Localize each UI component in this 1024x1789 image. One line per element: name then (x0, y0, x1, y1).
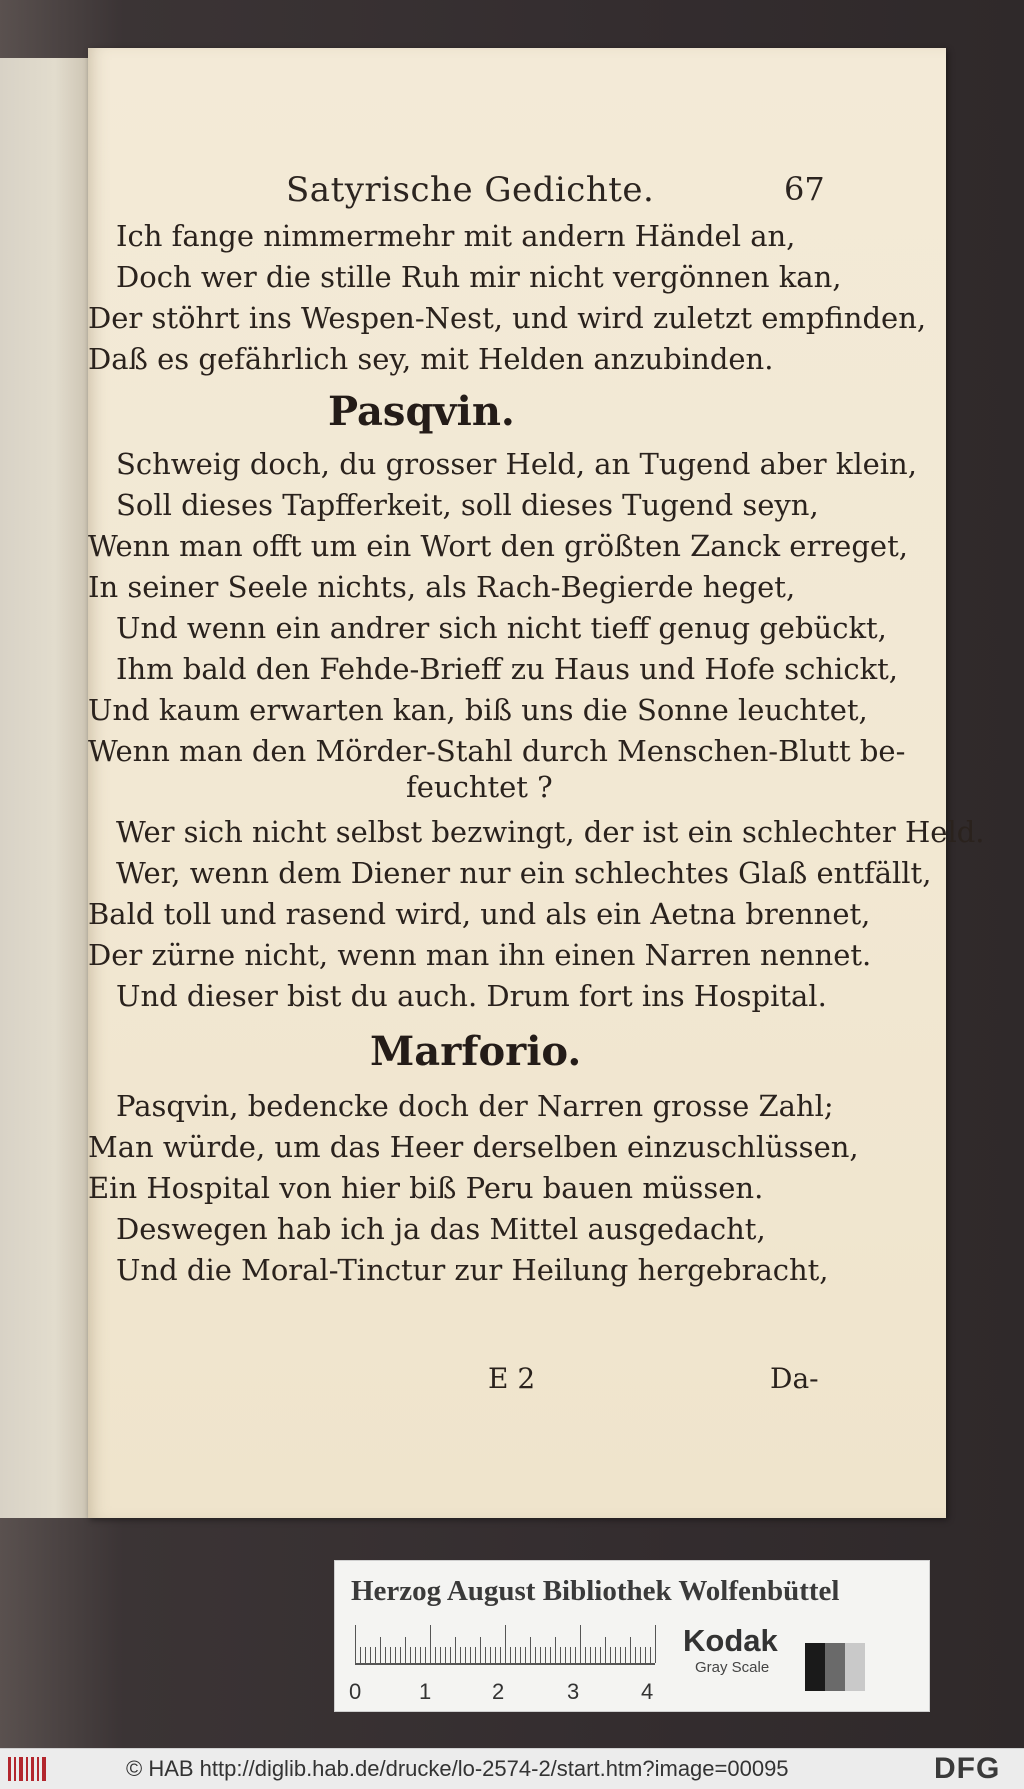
scale-tick (395, 1647, 396, 1663)
text-line: feuchtet ? (406, 770, 553, 804)
scale-tick (360, 1647, 361, 1663)
scale-tick (550, 1647, 551, 1663)
scale-tick (630, 1637, 631, 1663)
text-line: Deswegen hab ich ja das Mittel ausgedacht, (116, 1212, 766, 1246)
book-page (88, 48, 985, 1518)
section-heading-pasqvin: Pasqvin. (328, 388, 515, 435)
gray-swatch-mid (825, 1643, 845, 1691)
text-line: Ihm bald den Fehde-Brieff zu Haus und Hofe schickt, (116, 652, 899, 686)
scale-tick (540, 1647, 541, 1663)
text-line: Soll dieses Tapfferkeit, soll dieses Tugend seyn, (116, 488, 819, 522)
scale-tick (605, 1637, 606, 1663)
page-header (88, 170, 946, 220)
scale-tick (520, 1647, 521, 1663)
scale-tick (365, 1647, 366, 1663)
gray-scale-label: Gray Scale (695, 1659, 770, 1676)
scale-tick (530, 1637, 531, 1663)
scale-tick (440, 1647, 441, 1663)
scale-tick (610, 1647, 611, 1663)
scale-tick (655, 1625, 656, 1663)
scale-tick (640, 1647, 641, 1663)
scale-tick (450, 1647, 451, 1663)
scale-tick (420, 1647, 421, 1663)
scale-tick (480, 1637, 481, 1663)
scale-tick (375, 1647, 376, 1663)
footer-bar (0, 1748, 1024, 1789)
text-line: Der stöhrt ins Wespen-Nest, und wird zuletzt empfinden, (88, 301, 927, 335)
text-line: Und wenn ein andrer sich nicht tieff genug gebückt, (116, 611, 887, 645)
scale-tick (620, 1647, 621, 1663)
scale-tick (435, 1647, 436, 1663)
scale-tick (565, 1647, 566, 1663)
scale-tick (555, 1637, 556, 1663)
text-line: Pasqvin, bedencke doch der Narren grosse Zahl; (116, 1089, 834, 1123)
scale-tick (500, 1647, 501, 1663)
text-line: Bald toll und rasend wird, und als ein Aetna brennet, (88, 897, 871, 931)
text-line: Wer, wenn dem Diener nur ein schlechtes Glaß entfällt, (116, 856, 932, 890)
ghost-text (2, 178, 98, 208)
scale-number: 3 (567, 1679, 580, 1704)
page-number: 67 (784, 170, 825, 208)
scale-tick (645, 1647, 646, 1663)
scale-tick (505, 1625, 506, 1663)
color-scale-card (334, 1560, 930, 1712)
scale-tick (475, 1647, 476, 1663)
hab-barcode-icon (6, 1755, 50, 1783)
scale-tick (625, 1647, 626, 1663)
scale-tick (570, 1647, 571, 1663)
scale-tick (380, 1637, 381, 1663)
scale-tick (560, 1647, 561, 1663)
scale-tick (525, 1647, 526, 1663)
scale-tick (465, 1647, 466, 1663)
kodak-logo: Kodak (683, 1623, 778, 1658)
scale-tick (445, 1647, 446, 1663)
scale-tick (600, 1647, 601, 1663)
gray-swatch-black (805, 1643, 825, 1691)
scale-tick (355, 1625, 356, 1663)
signature-mark: E 2 (488, 1362, 536, 1395)
text-line: Wenn man den Mörder-Stahl durch Menschen-Blutt be- (88, 734, 906, 768)
scale-tick (650, 1647, 651, 1663)
scale-tick (410, 1647, 411, 1663)
text-line: Und kaum erwarten kan, biß uns die Sonne leuchtet, (88, 693, 868, 727)
scale-tick (460, 1647, 461, 1663)
scale-tick (615, 1647, 616, 1663)
text-line: Daß es gefährlich sey, mit Helden anzubinden. (88, 342, 774, 376)
scale-tick (510, 1647, 511, 1663)
catchword: Da- (770, 1362, 819, 1395)
scale-tick (535, 1647, 536, 1663)
scale-tick (490, 1647, 491, 1663)
scale-tick (515, 1647, 516, 1663)
scale-tick (545, 1647, 546, 1663)
dfg-logo: DFG (934, 1752, 1001, 1785)
text-line: Wer sich nicht selbst bezwingt, der ist ein schlechter Held. (116, 815, 985, 849)
scale-tick (455, 1637, 456, 1663)
scale-tick (590, 1647, 591, 1663)
scale-tick (400, 1647, 401, 1663)
text-line: Wenn man offt um ein Wort den größten Zanck erreget, (88, 529, 908, 563)
scale-tick (595, 1647, 596, 1663)
text-line: Ein Hospital von hier biß Peru bauen müssen. (88, 1171, 764, 1205)
text-line: Ich fange nimmermehr mit andern Händel an, (116, 219, 796, 253)
previous-page-edge (0, 58, 100, 1518)
scale-tick (415, 1647, 416, 1663)
scale-tick (495, 1647, 496, 1663)
scale-number: 4 (641, 1679, 654, 1704)
text-line: Der zürne nicht, wenn man ihn einen Narren nennet. (88, 938, 872, 972)
scale-number: 2 (492, 1679, 505, 1704)
scale-tick (485, 1647, 486, 1663)
scale-number: 0 (349, 1679, 362, 1704)
scale-tick (580, 1625, 581, 1663)
scale-ruler (355, 1623, 655, 1665)
scale-tick (575, 1647, 576, 1663)
scale-tick (385, 1647, 386, 1663)
scale-tick (585, 1647, 586, 1663)
scale-number: 1 (419, 1679, 432, 1704)
scale-tick (405, 1637, 406, 1663)
scale-tick (370, 1647, 371, 1663)
scale-tick (635, 1647, 636, 1663)
text-line: Und die Moral-Tinctur zur Heilung hergebracht, (116, 1253, 829, 1287)
text-line: Man würde, um das Heer derselben einzuschlüssen, (88, 1130, 859, 1164)
section-heading-marforio: Marforio. (370, 1028, 582, 1075)
source-link[interactable]: © HAB http://diglib.hab.de/drucke/lo-2574-2/start.htm?image=00095 (126, 1756, 789, 1781)
text-line: Doch wer die stille Ruh mir nicht vergönnen kan, (116, 260, 842, 294)
scale-tick (390, 1647, 391, 1663)
running-title: Satyrische Gedichte. (286, 170, 655, 210)
gray-swatch-light (845, 1643, 865, 1691)
scale-tick (470, 1647, 471, 1663)
text-line: In seiner Seele nichts, als Rach-Begierde heget, (88, 570, 796, 604)
text-line: Und dieser bist du auch. Drum fort ins Hospital. (116, 979, 827, 1013)
text-line: Schweig doch, du grosser Held, an Tugend aber klein, (116, 447, 917, 481)
scale-tick (425, 1647, 426, 1663)
library-name: Herzog August Bibliothek Wolfenbüttel (351, 1575, 840, 1607)
scale-tick (430, 1625, 431, 1663)
